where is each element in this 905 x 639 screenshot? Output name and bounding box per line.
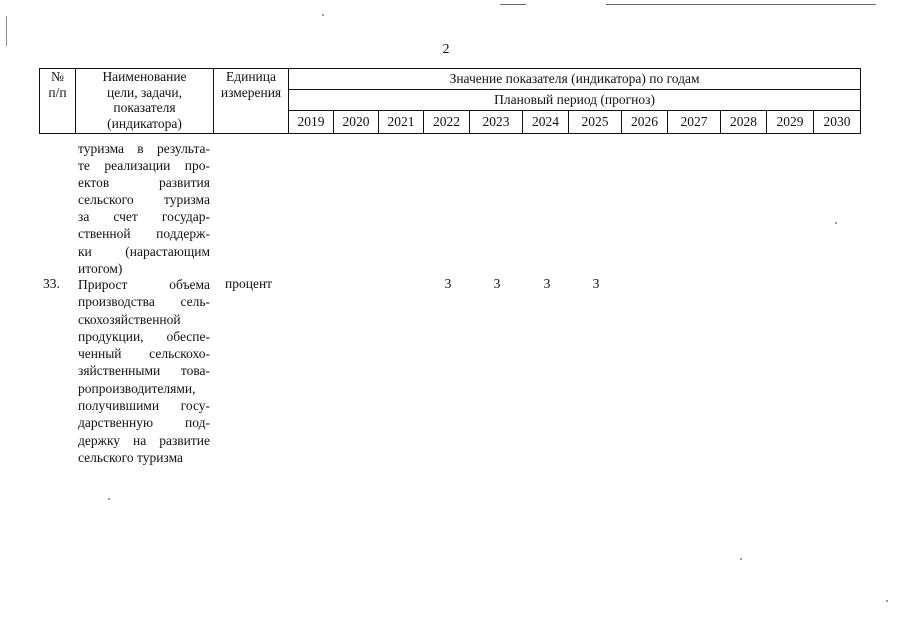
year-header: 2022 — [424, 111, 470, 134]
scan-speck — [108, 498, 110, 500]
value-2023: 3 — [493, 276, 501, 291]
year-header: 2019 — [289, 111, 334, 134]
continued-indicator-name: туризма в результа- те реализации про- ектов развития сельского туризма за счет государ- ственной поддерж- ки (нарастающим итогом) — [78, 141, 210, 276]
column-header-number: № п/п — [40, 69, 76, 134]
year-header: 2029 — [767, 111, 814, 134]
scan-speck — [886, 600, 888, 602]
year-header: 2030 — [814, 111, 861, 134]
page-number: 2 — [442, 42, 450, 57]
year-header: 2024 — [523, 111, 569, 134]
year-header: 2023 — [470, 111, 523, 134]
scan-speck — [740, 558, 742, 560]
scan-speck — [835, 222, 837, 224]
plan-period-header: Плановый период (прогноз) — [289, 90, 861, 111]
value-2025: 3 — [592, 276, 600, 291]
scan-artifact — [500, 4, 526, 5]
indicator-name: Прирост объема производства сель- скохозяйственной продукции, обеспе- ченный сельскохо- зяйственными това- ропроизводителями, получившими госу- дарственную под- держку на развитие сельского туризма — [78, 277, 210, 465]
year-header: 2020 — [334, 111, 379, 134]
year-header: 2025 — [569, 111, 622, 134]
values-by-year-header: Значение показателя (индикатора) по годам — [289, 69, 861, 90]
column-header-name: Наименование цели, задачи, показателя (индикатора) — [76, 69, 214, 134]
unit-value: процент — [225, 276, 273, 291]
year-header: 2026 — [622, 111, 668, 134]
value-2022: 3 — [444, 276, 452, 291]
row-number: 33. — [43, 276, 60, 291]
year-header: 2028 — [721, 111, 767, 134]
scan-artifact — [6, 16, 7, 46]
indicator-table-header — [39, 68, 861, 134]
value-2024: 3 — [543, 276, 551, 291]
scan-speck — [322, 14, 324, 16]
year-header: 2021 — [379, 111, 424, 134]
year-header: 2027 — [668, 111, 721, 134]
column-header-unit: Единица измерения — [214, 69, 289, 134]
scan-artifact — [606, 4, 876, 5]
